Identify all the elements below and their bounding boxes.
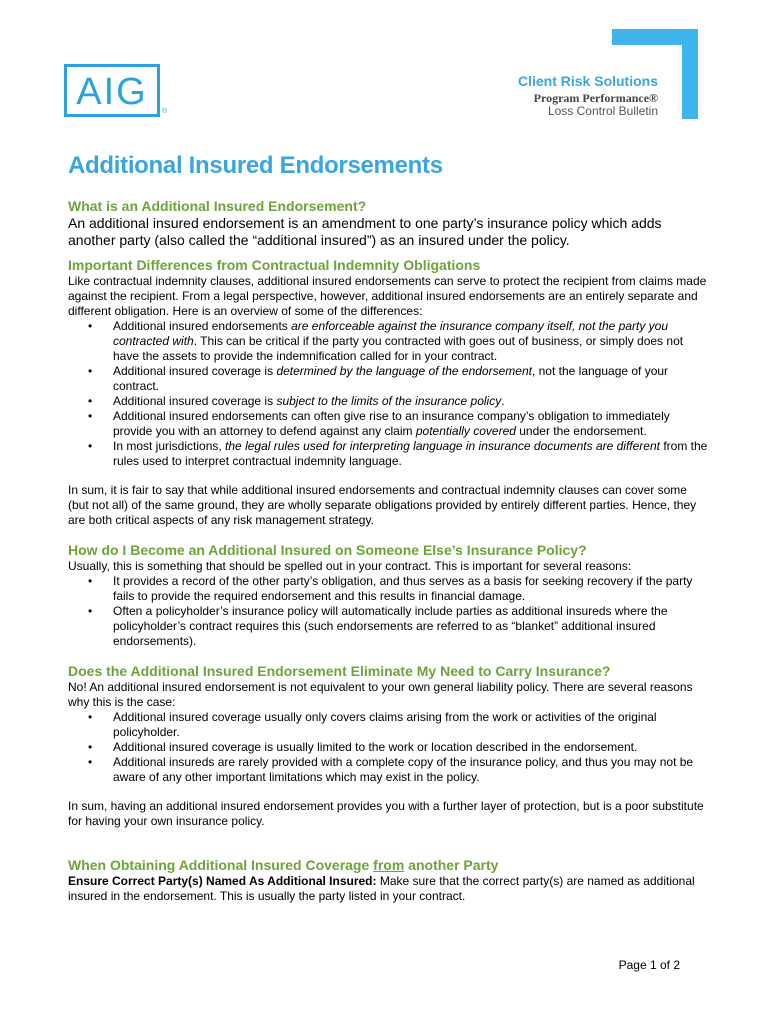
document-body	[68, 152, 708, 904]
list-item: • Additional insured coverage is usually limited to the work or location described in the endorsement.	[68, 740, 708, 755]
header-program-performance: Program Performance®	[533, 91, 658, 105]
header-decoration-vertical	[682, 29, 698, 119]
section-body-what-is: An additional insured endorsement is an amendment to one party’s insurance policy which adds another party (also called the “additional insured”) as an insured under the policy.	[68, 215, 662, 248]
eliminate-need-list	[68, 710, 708, 785]
section-heading-what-is: What is an Additional Insured Endorsement?	[68, 198, 367, 214]
list-item: • Additional insured coverage is determined by the language of the endorsement, not the language of your contract.	[68, 364, 708, 394]
list-item: • Additional insured coverage is subject to the limits of the insurance policy.	[68, 394, 708, 409]
section-heading-differences: Important Differences from Contractual Indemnity Obligations	[68, 257, 481, 273]
differences-list	[68, 319, 708, 469]
differences-summary: In sum, it is fair to say that while additional insured endorsements and contractual indemnity clauses can cover some (but not all) of the same ground, they are wholly separate obligations provided by entirely different parties. Hence, they are both critical aspects of any risk management strategy.	[68, 483, 697, 527]
obtaining-coverage-body: Ensure Correct Party(s) Named As Additional Insured: Make sure that the correct party(s) are named as additional insured in the endorsement. This is usually the party listed in your contract.	[68, 874, 695, 903]
how-become-intro: Usually, this is something that should be spelled out in your contract. This is important for several reasons:	[68, 559, 632, 573]
aig-logo	[64, 64, 160, 117]
eliminate-need-summary: In sum, having an additional insured endorsement provides you with a further layer of protection, but is a poor substitute for having your own insurance policy.	[68, 799, 704, 828]
logo-text: AIG	[76, 71, 148, 113]
logo-registered-mark: ®	[162, 108, 168, 115]
document-title: Additional Insured Endorsements	[68, 152, 443, 179]
how-become-list	[68, 574, 708, 649]
section-heading-obtaining-coverage: When Obtaining Additional Insured Coverage from another Party	[68, 857, 499, 873]
header-client-risk-solutions: Client Risk Solutions	[517, 73, 658, 89]
differences-intro: Like contractual indemnity clauses, additional insured endorsements can serve to protect the recipient from claims made against the recipient. From a legal perspective, however, additional insured endorsements are an entirely separate and different obligation. Here is an overview of some of the differences:	[68, 274, 707, 318]
list-item: • Additional insured endorsements can often give rise to an insurance company’s obligation to immediately provide you with an attorney to defend against any claim potentially covered under the endorsement.	[68, 409, 708, 439]
page-number: Page 1 of 2	[618, 958, 680, 972]
list-item: • Often a policyholder’s insurance policy will automatically include parties as additional insureds where the policyholder’s contract requires this (such endorsements are referred to as “blanket” additional insured endorsements).	[68, 604, 708, 649]
section-heading-eliminate-need: Does the Additional Insured Endorsement Eliminate My Need to Carry Insurance?	[68, 663, 611, 679]
list-item: • Additional insureds are rarely provided with a complete copy of the insurance policy, and thus you may not be aware of any other important limitations which may exist in the policy.	[68, 755, 708, 785]
list-item: • It provides a record of the other party’s obligation, and thus serves as a basis for seeking recovery if the party fails to provide the required endorsement and this results in financial damage.	[68, 574, 708, 604]
eliminate-need-intro: No! An additional insured endorsement is not equivalent to your own general liability policy. There are several reasons why this is the case:	[68, 680, 693, 709]
header-bulletin-type: Loss Control Bulletin	[547, 104, 658, 118]
section-heading-how-become: How do I Become an Additional Insured on Someone Else’s Insurance Policy?	[68, 542, 587, 558]
list-item: • Additional insured coverage usually only covers claims arising from the work or activities of the original policyholder.	[68, 710, 708, 740]
list-item: • Additional insured endorsements are enforceable against the insurance company itself, not the party you contracted with. This can be critical if the party you contracted with goes out of business, or simply does not have the assets to provide the indemnification called for in your contract.	[68, 319, 708, 364]
list-item: • In most jurisdictions, the legal rules used for interpreting language in insurance documents are different from the rules used to interpret contractual indemnity language.	[68, 439, 708, 469]
